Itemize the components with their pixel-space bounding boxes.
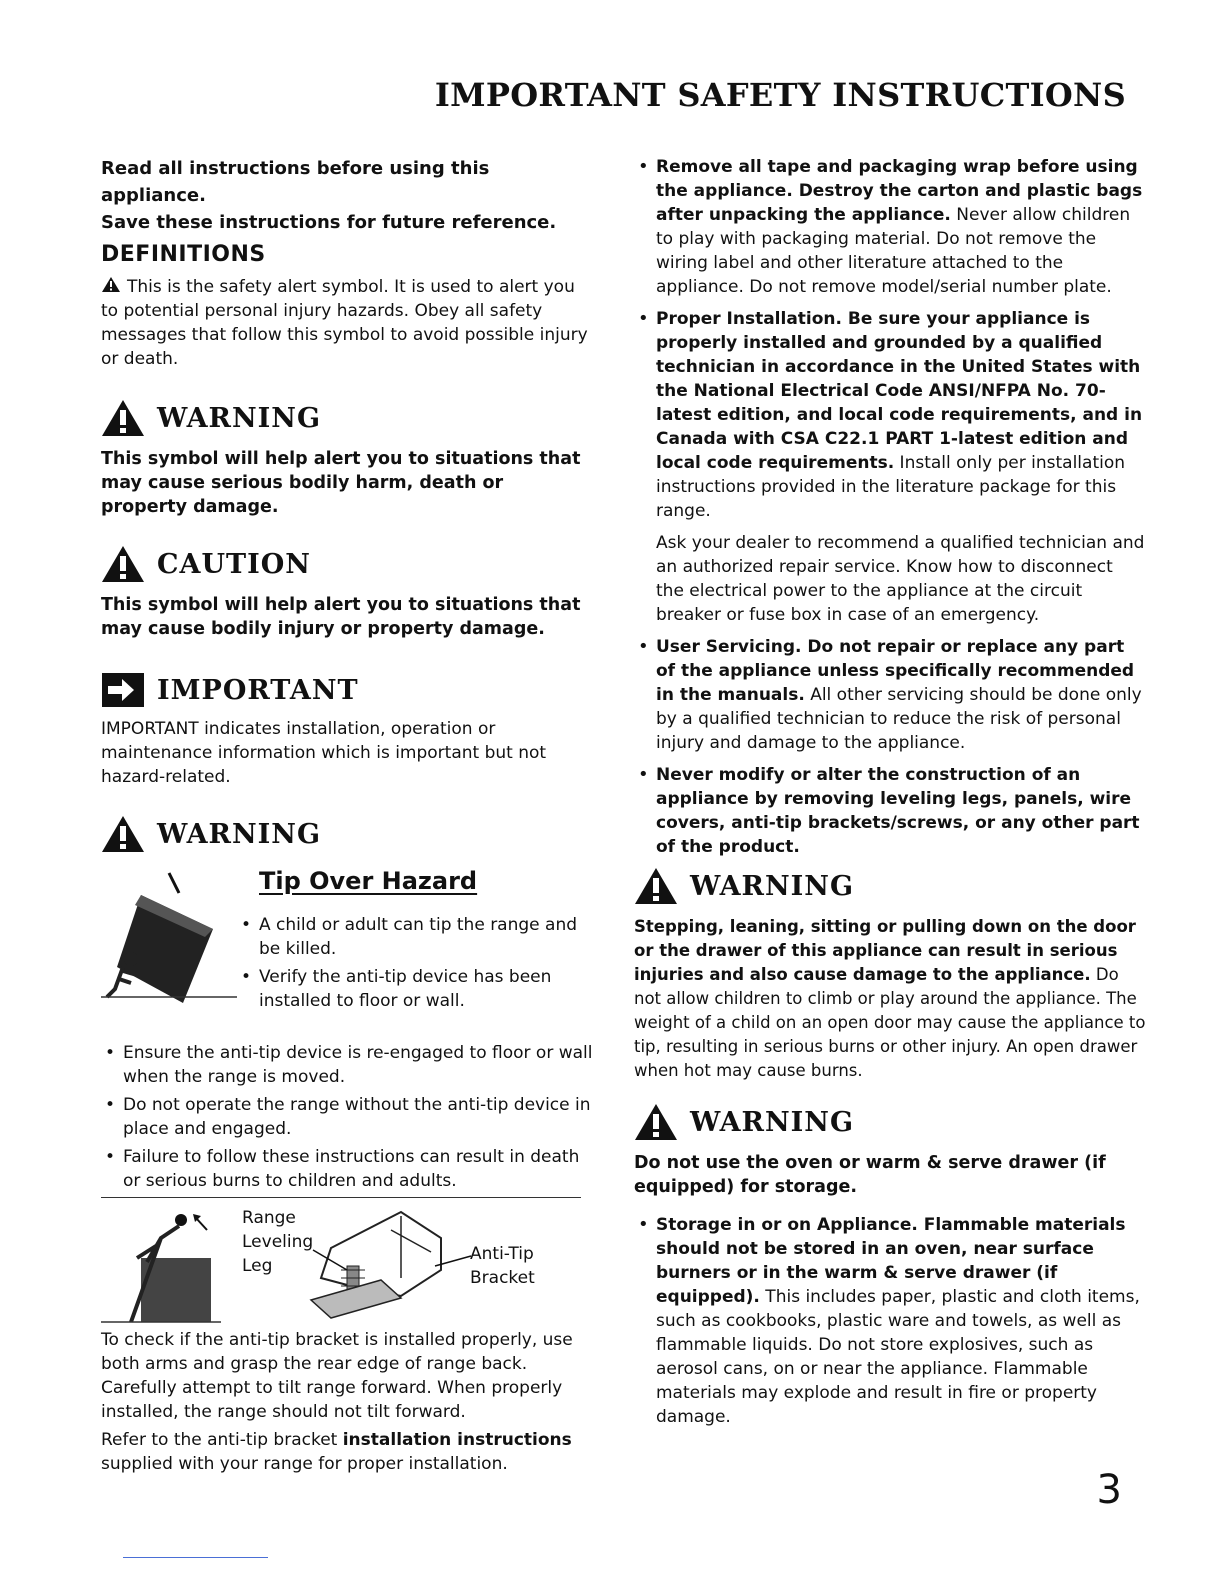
- label-line: Leg: [242, 1256, 273, 1276]
- definitions-text-body: This is the safety alert symbol. It is used to alert you to potential personal injury hazards. Obey all safety messages that follow this symbol to avoid possible injury or death.: [101, 277, 588, 369]
- list-item: [634, 1213, 1146, 1429]
- decorative-line: [123, 1557, 268, 1558]
- safety-bullets-bottom: [634, 1213, 1146, 1429]
- caution-icon: [101, 545, 145, 583]
- bullet-bold: Remove all tape and packaging wrap before using the appliance. Destroy the carton and plastic bags after unpacking the appliance.: [656, 157, 1143, 225]
- important-header: [101, 671, 593, 709]
- anti-tip-bracket-label: [470, 1242, 535, 1290]
- list-item: [634, 155, 1146, 299]
- warning-icon: [634, 867, 678, 905]
- warning-label-4: WARNING: [690, 1106, 855, 1138]
- tip-over-illustration: [101, 871, 241, 1011]
- warning-header-1: [101, 399, 593, 437]
- tip-over-title: Tip Over Hazard: [259, 867, 478, 895]
- refer-bold: installation instructions: [342, 1430, 572, 1450]
- warning-label-3: WARNING: [690, 870, 855, 902]
- warning-header-3: [634, 867, 1146, 905]
- warning-description-4: Do not use the oven or warm & serve drawer (if equipped) for storage.: [634, 1153, 1106, 1197]
- range-leveling-leg-label: [242, 1206, 313, 1278]
- page-title: IMPORTANT SAFETY INSTRUCTIONS: [434, 76, 1126, 114]
- bullet-paragraph: Ask your dealer to recommend a qualified technician and an authorized repair service. Know how to disconnect the electrical power to the appliance at the circuit breaker or fuse box in case of an emergency.: [656, 533, 1145, 625]
- label-line: Range: [242, 1208, 296, 1228]
- list-item: [634, 763, 1146, 859]
- list-item: [634, 307, 1146, 627]
- caution-description: This symbol will help alert you to situations that may cause bodily injury or property damage.: [101, 595, 581, 639]
- warning-bold: Stepping, leaning, sitting or pulling down on the door or the drawer of this appliance can result in serious injuries and also cause damage to the appliance.: [634, 917, 1136, 984]
- list-item: • Do not operate the range without the anti-tip device in place and engaged.: [101, 1093, 593, 1141]
- label-line: Leveling: [242, 1232, 314, 1252]
- bullet-text: Install only per installation instructions provided in the literature package for this range.: [656, 453, 1126, 521]
- bullet-bold: Never modify or alter the construction of an appliance by removing leveling legs, panels, wire covers, anti-tip brackets/screws, or any other part of the product.: [656, 765, 1140, 857]
- warning-label-1: WARNING: [157, 402, 322, 434]
- tip-bullet: • Verify the anti-tip device has been installed to floor or wall.: [237, 965, 597, 1013]
- bullet-text: All other servicing should be done only by a qualified technician to reduce the risk of personal injury and damage to the appliance.: [656, 685, 1142, 753]
- list-item: • Ensure the anti-tip device is re-engaged to floor or wall when the range is moved.: [101, 1041, 593, 1089]
- warning-header-4: [634, 1103, 1146, 1141]
- anti-tip-check-text: To check if the anti-tip bracket is installed properly, use both arms and grasp the rear edge of range back. Carefully attempt to tilt range forward. When properly installed, the range should not tilt forward.: [101, 1330, 573, 1422]
- caution-header: [101, 545, 593, 583]
- warning-icon: [101, 399, 145, 437]
- important-description: IMPORTANT indicates installation, operation or maintenance information which is important but not hazard-related.: [101, 719, 547, 787]
- warning-description-3: [634, 915, 1146, 1083]
- intro-line-2: Save these instructions for future reference.: [101, 212, 557, 233]
- warning-text: Do not allow children to climb or play around the appliance. The weight of a child on an open door may cause the appliance to tip, resulting in serious burns or other injury. An open drawer when hot may cause burns.: [634, 965, 1146, 1080]
- left-column: [101, 155, 593, 1476]
- anti-tip-refer-text: [101, 1428, 593, 1476]
- list-item: • Failure to follow these instructions can result in death or serious burns to children and adults.: [101, 1145, 593, 1193]
- anti-tip-bullets: [101, 1041, 593, 1193]
- list-item: [634, 635, 1146, 755]
- right-column: [634, 155, 1146, 1437]
- caution-label: CAUTION: [157, 548, 311, 580]
- section-divider: [101, 1197, 581, 1198]
- tip-bullet: • A child or adult can tip the range and be killed.: [237, 913, 597, 961]
- safety-alert-icon: [101, 276, 121, 293]
- label-line: Bracket: [470, 1268, 535, 1288]
- anti-tip-diagram: [101, 1208, 593, 1326]
- warning-icon: [101, 815, 145, 853]
- label-line: Anti-Tip: [470, 1244, 534, 1264]
- warning-header-2: [101, 815, 593, 853]
- refer-suffix: supplied with your range for proper installation.: [101, 1454, 508, 1474]
- important-arrow-icon: [101, 671, 145, 709]
- bullet-bold: Storage in or on Appliance. Flammable materials should not be stored in an oven, near surface burners or in the warm & serve drawer (if equipped).: [656, 1215, 1126, 1307]
- definitions-heading: DEFINITIONS: [101, 242, 266, 267]
- bullet-text: This includes paper, plastic and cloth items, such as cookbooks, plastic ware and towels, as well as flammable liquids. Do not store explosives, such as aerosol cans, on or near the appliance. Flammable materials may explode and result in fire or property damage.: [656, 1287, 1140, 1427]
- tip-over-section: [101, 867, 593, 1019]
- warning-description-1: This symbol will help alert you to situations that may cause serious bodily harm, death or property damage.: [101, 449, 581, 517]
- bullet-bold: Proper Installation. Be sure your appliance is properly installed and grounded by a qualified technician in accordance in the United States with the National Electrical Code ANSI/NFPA No. 70-latest edition, and local code requirements, and in Canada with CSA C22.1 PART 1-latest edition and local code requirements.: [656, 309, 1143, 473]
- important-label: IMPORTANT: [157, 674, 359, 706]
- intro-line-1: Read all instructions before using this appliance.: [101, 158, 490, 206]
- warning-label-2: WARNING: [157, 818, 322, 850]
- refer-prefix: Refer to the anti-tip bracket: [101, 1430, 343, 1450]
- tip-over-bullets: [237, 913, 597, 1017]
- safety-bullets-top: [634, 155, 1146, 859]
- definitions-text: [101, 275, 593, 371]
- page-number: 3: [1096, 1467, 1122, 1513]
- bullet-text: Never allow children to play with packaging material. Do not remove the wiring label and other literature attached to the appliance. Do not remove model/serial number plate.: [656, 205, 1131, 297]
- warning-icon: [634, 1103, 678, 1141]
- bullet-bold: User Servicing. Do not repair or replace any part of the appliance unless specifically recommended in the manuals.: [656, 637, 1135, 705]
